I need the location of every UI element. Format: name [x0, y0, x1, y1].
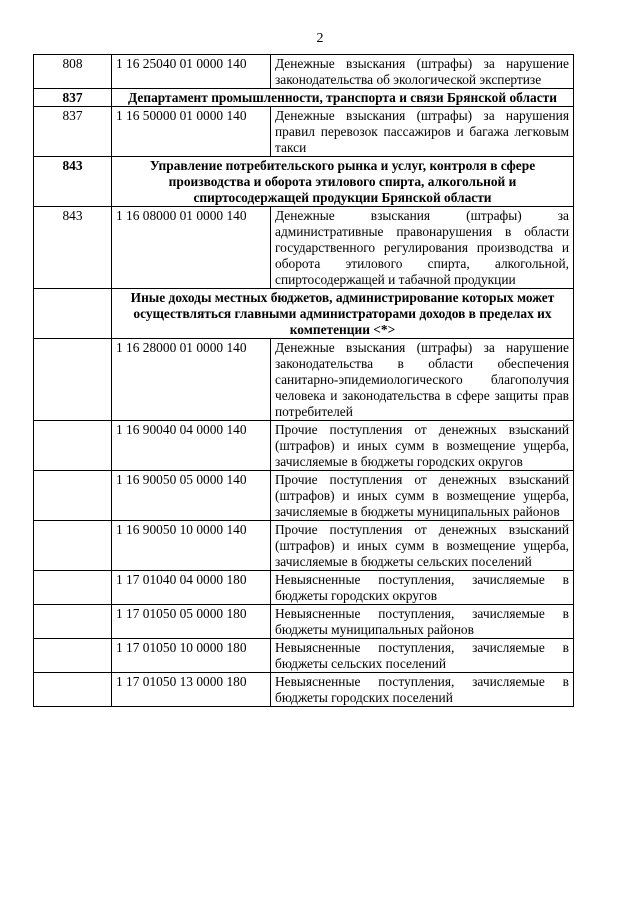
admin-code-cell: [34, 673, 112, 707]
table-row: [34, 571, 574, 605]
admin-code-cell: [34, 605, 112, 639]
page-number: 2: [316, 31, 324, 46]
revenue-code-cell: 1 16 25040 01 0000 140: [112, 55, 271, 89]
section-header-row: [34, 157, 574, 207]
revenue-code-cell: 1 16 28000 01 0000 140: [112, 339, 271, 421]
revenue-code-cell: 1 17 01050 10 0000 180: [112, 639, 271, 673]
table-row: [34, 339, 574, 421]
revenue-code-cell: 1 16 50000 01 0000 140: [112, 107, 271, 157]
admin-code-cell: [34, 471, 112, 521]
admin-code-cell: [34, 639, 112, 673]
table-row: [34, 673, 574, 707]
revenue-codes-table: [33, 54, 574, 707]
admin-code-cell: 837: [34, 89, 112, 107]
revenue-description-cell: Невыясненные поступления, зачисляемые в бюджеты городских поселений: [271, 673, 574, 707]
revenue-code-cell: 1 16 90050 10 0000 140: [112, 521, 271, 571]
revenue-description-cell: Прочие поступления от денежных взысканий (штрафов) и иных сумм в возмещение ущерба, зачисляемые в бюджеты муниципальных районов: [271, 471, 574, 521]
admin-code-cell: [34, 571, 112, 605]
revenue-code-cell: 1 16 90050 05 0000 140: [112, 471, 271, 521]
revenue-description-cell: Денежные взыскания (штрафы) за нарушение законодательства об экологической экспертизе: [271, 55, 574, 89]
admin-code-cell: [34, 289, 112, 339]
table-row: [34, 639, 574, 673]
table-row: [34, 521, 574, 571]
section-header-row: [34, 289, 574, 339]
admin-code-cell: 808: [34, 55, 112, 89]
admin-code-cell: 837: [34, 107, 112, 157]
revenue-description-cell: Прочие поступления от денежных взысканий (штрафов) и иных сумм в возмещение ущерба, зачисляемые в бюджеты городских округов: [271, 421, 574, 471]
section-title: Департамент промышленности, транспорта и связи Брянской области: [112, 89, 574, 107]
table-row: [34, 421, 574, 471]
revenue-description-cell: Прочие поступления от денежных взысканий (штрафов) и иных сумм в возмещение ущерба, зачисляемые в бюджеты сельских поселений: [271, 521, 574, 571]
table-row: [34, 471, 574, 521]
revenue-code-cell: 1 17 01050 05 0000 180: [112, 605, 271, 639]
revenue-code-cell: 1 16 90040 04 0000 140: [112, 421, 271, 471]
revenue-description-cell: Денежные взыскания (штрафы) за административные правонарушения в области государственного регулирования производства и оборота этилового спирта, алкогольной, спиртосодержащей и табачной продукции: [271, 207, 574, 289]
revenue-code-cell: 1 17 01040 04 0000 180: [112, 571, 271, 605]
admin-code-cell: 843: [34, 157, 112, 207]
admin-code-cell: [34, 421, 112, 471]
revenue-description-cell: Невыясненные поступления, зачисляемые в бюджеты городских округов: [271, 571, 574, 605]
revenue-description-cell: Невыясненные поступления, зачисляемые в бюджеты муниципальных районов: [271, 605, 574, 639]
section-header-row: [34, 89, 574, 107]
table-row: [34, 107, 574, 157]
section-title: Управление потребительского рынка и услуг, контроля в сфере производства и оборота этилового спирта, алкогольной и спиртосодержащей продукции Брянской области: [112, 157, 574, 207]
revenue-code-cell: 1 16 08000 01 0000 140: [112, 207, 271, 289]
table-row: [34, 605, 574, 639]
revenue-code-cell: 1 17 01050 13 0000 180: [112, 673, 271, 707]
revenue-description-cell: Денежные взыскания (штрафы) за нарушения правил перевозок пассажиров и багажа легковым такси: [271, 107, 574, 157]
table-row: [34, 207, 574, 289]
table-row: [34, 55, 574, 89]
section-title: Иные доходы местных бюджетов, администрирование которых может осуществляться главными администраторами доходов в пределах их компетенции <*>: [112, 289, 574, 339]
revenue-description-cell: Невыясненные поступления, зачисляемые в бюджеты сельских поселений: [271, 639, 574, 673]
revenue-description-cell: Денежные взыскания (штрафы) за нарушение законодательства в области обеспечения санитарно-эпидемиологического благополучия человека и законодательства в сфере защиты прав потребителей: [271, 339, 574, 421]
admin-code-cell: [34, 521, 112, 571]
admin-code-cell: [34, 339, 112, 421]
admin-code-cell: 843: [34, 207, 112, 289]
